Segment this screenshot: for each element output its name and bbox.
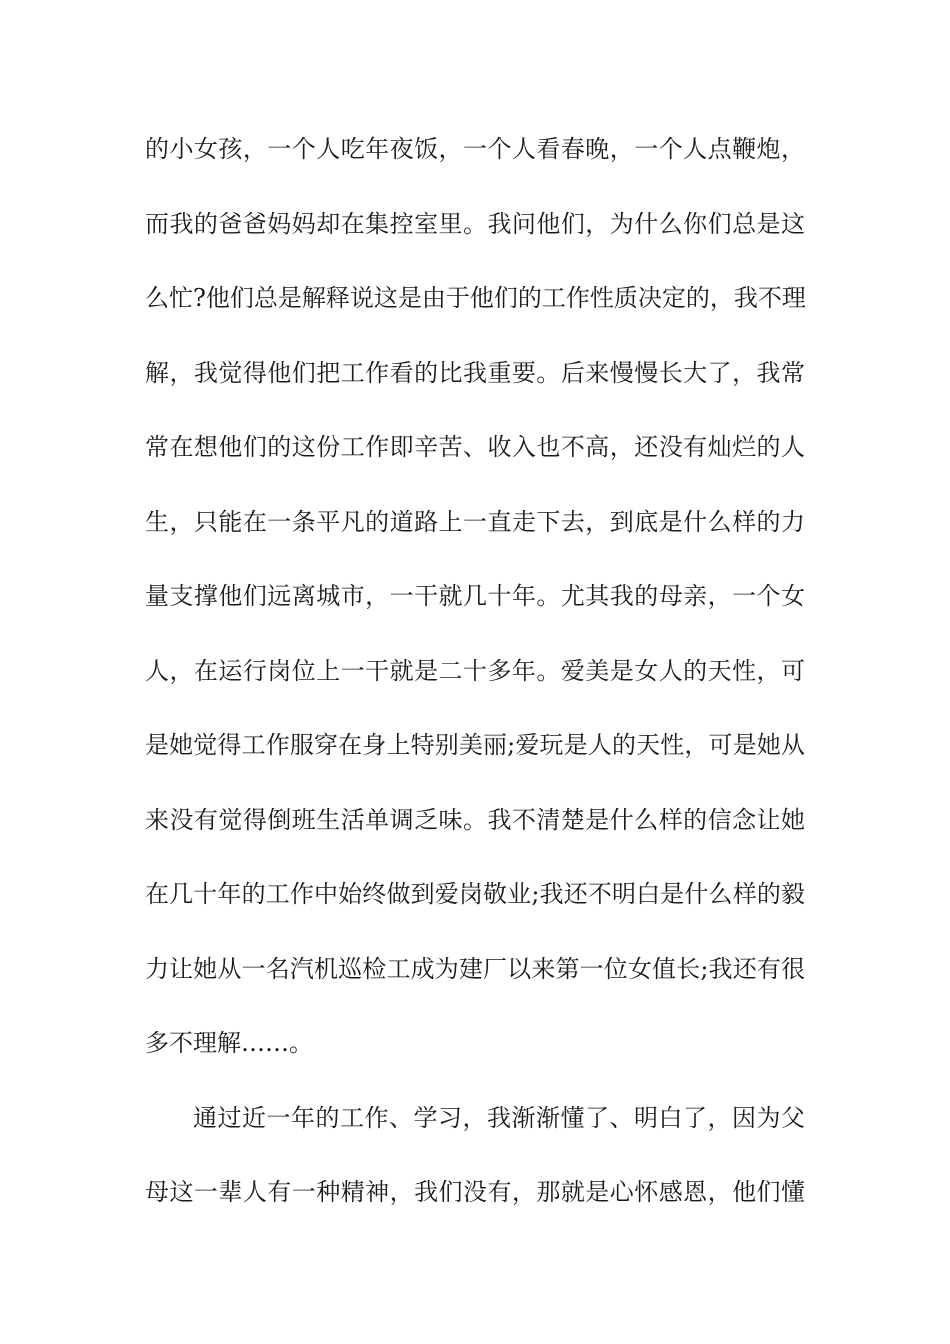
text-line: 生，只能在一条平凡的道路上一直走下去，到底是什么样的力	[145, 507, 805, 536]
text-line: 来没有觉得倒班生活单调乏味。我不清楚是什么样的信念让她	[145, 805, 805, 834]
paragraph-1	[145, 126, 805, 1095]
text-line: 的小女孩，一个人吃年夜饭，一个人看春晚，一个人点鞭炮，	[145, 135, 805, 163]
text-line: 在几十年的工作中始终做到爱岗敬业;我还不明白是什么样的毅	[145, 880, 805, 908]
paragraph-2	[145, 1095, 805, 1244]
body-text	[145, 126, 805, 1244]
text-line: 是她觉得工作服穿在身上特别美丽;爱玩是人的天性，可是她从	[145, 731, 805, 759]
text-line: 力让她从一名汽机巡检工成为建厂以来第一位女值长;我还有很	[145, 954, 805, 983]
text-line: 人，在运行岗位上一干就是二十多年。爱美是女人的天性，可	[145, 656, 805, 685]
text-line: 而我的爸爸妈妈却在集控室里。我问他们，为什么你们总是这	[145, 209, 805, 238]
text-line: 通过近一年的工作、学习，我渐渐懂了、明白了，因为父	[193, 1103, 805, 1132]
text-line: 母这一辈人有一种精神，我们没有，那就是心怀感恩，他们懂	[145, 1178, 805, 1206]
text-line: 多不理解……。	[145, 1029, 313, 1057]
text-line: 解，我觉得他们把工作看的比我重要。后来慢慢长大了，我常	[145, 358, 805, 387]
text-line: 么忙?他们总是解释说这是由于他们的工作性质决定的，我不理	[145, 284, 806, 312]
text-line: 常在想他们的这份工作即辛苦、收入也不高，还没有灿烂的人	[145, 433, 805, 461]
text-line: 量支撑他们远离城市，一干就几十年。尤其我的母亲，一个女	[145, 582, 805, 610]
